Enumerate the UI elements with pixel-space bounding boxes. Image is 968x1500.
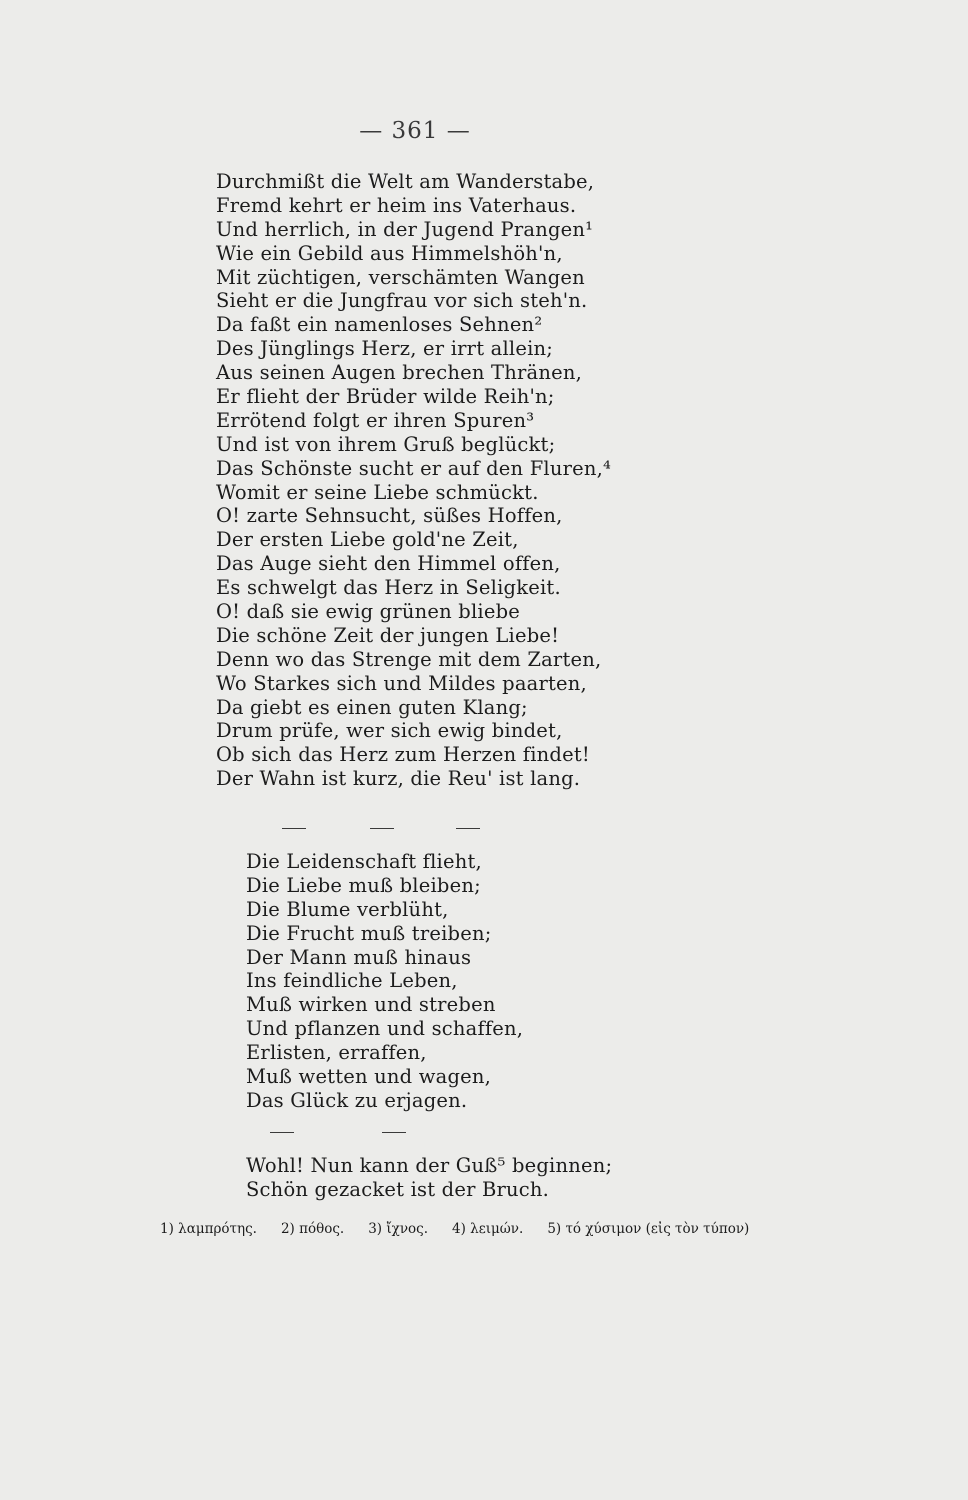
verse-line: Der Mann muß hinaus [246,945,472,969]
verse-line: Die Liebe muß bleiben; [246,873,481,897]
verse-line: Die schöne Zeit der jungen Liebe! [216,623,560,647]
verse-line: Und ist von ihrem Gruß beglückt; [216,432,556,456]
verse-line: Da giebt es einen guten Klang; [216,695,528,719]
verse-line: Aus seinen Augen brechen Thränen, [216,361,582,385]
footnote: 1) λαμπρότης. [160,1221,257,1237]
verse-line: Das Glück zu erjagen. [246,1088,468,1112]
verse-line: O! zarte Sehnsucht, süßes Hoffen, [216,504,563,528]
verse-line: Muß wetten und wagen, [246,1065,492,1089]
verse-line: Und pflanzen und schaffen, [246,1017,524,1041]
footnotes [108,1212,788,1246]
stanza-two [246,850,523,1113]
verse-line: Das Auge sieht den Himmel offen, [216,552,561,576]
verse-line: O! daß sie ewig grünen bliebe [216,600,521,624]
verse-line: Es schwelgt das Herz in Seligkeit. [216,576,561,600]
verse-line: Wo Starkes sich und Mildes paarten, [216,671,587,695]
footnote: 4) λειμών. [452,1221,524,1237]
verse-line: Da faßt ein namenloses Sehnen² [216,313,543,337]
verse-line: Ins feindliche Leben, [246,969,458,993]
verse-line: Muß wirken und streben [246,993,496,1017]
page-number: — 361 — [359,118,471,144]
verse-line: Die Blume verblüht, [246,897,449,921]
verse-line: Des Jünglings Herz, er irrt allein; [216,337,554,361]
footnote: 2) πόθος. [280,1221,345,1237]
verse-line: Fremd kehrt er heim ins Vaterhaus. [216,193,577,217]
verse-line: Er flieht der Brüder wilde Reih'n; [216,385,555,409]
footnote: 3) ἴχνος. [368,1221,429,1237]
footnote: 5) τό χύσιμον (εἰς τὸν τύπον) [547,1221,750,1237]
verse-line: Die Leidenschaft flieht, [246,850,482,873]
verse-line: Denn wo das Strenge mit dem Zarten, [216,647,602,671]
verse-line: Womit er seine Liebe schmückt. [216,480,539,504]
verse-line: Schön gezacket ist der Bruch. [246,1177,550,1201]
verse-line: Das Schönste sucht er auf den Fluren,⁴ [216,456,612,480]
verse-line: Sieht er die Jungfrau vor sich steh'n. [216,289,588,313]
verse-line: Und herrlich, in der Jugend Prangen¹ [216,217,594,241]
verse-line: Erlisten, erraffen, [246,1041,427,1065]
stanza-three [246,1154,612,1202]
stanza-one [216,170,611,791]
verse-line: Wie ein Gebild aus Himmelshöh'n, [216,241,563,265]
verse-line: Mit züchtigen, verschämten Wangen [216,265,585,289]
verse-line: Wohl! Nun kann der Guß⁵ beginnen; [246,1154,613,1177]
verse-line: Errötend folgt er ihren Spuren³ [216,408,535,432]
verse-line: Durchmißt die Welt am Wanderstabe, [216,170,595,193]
verse-line: Der Wahn ist kurz, die Reu' ist lang. [216,767,581,791]
verse-line: Drum prüfe, wer sich ewig bindet, [216,719,563,743]
verse-line: Ob sich das Herz zum Herzen findet! [216,743,590,767]
verse-line: Die Frucht muß treiben; [246,921,492,945]
verse-line: Der ersten Liebe gold'ne Zeit, [216,528,519,552]
